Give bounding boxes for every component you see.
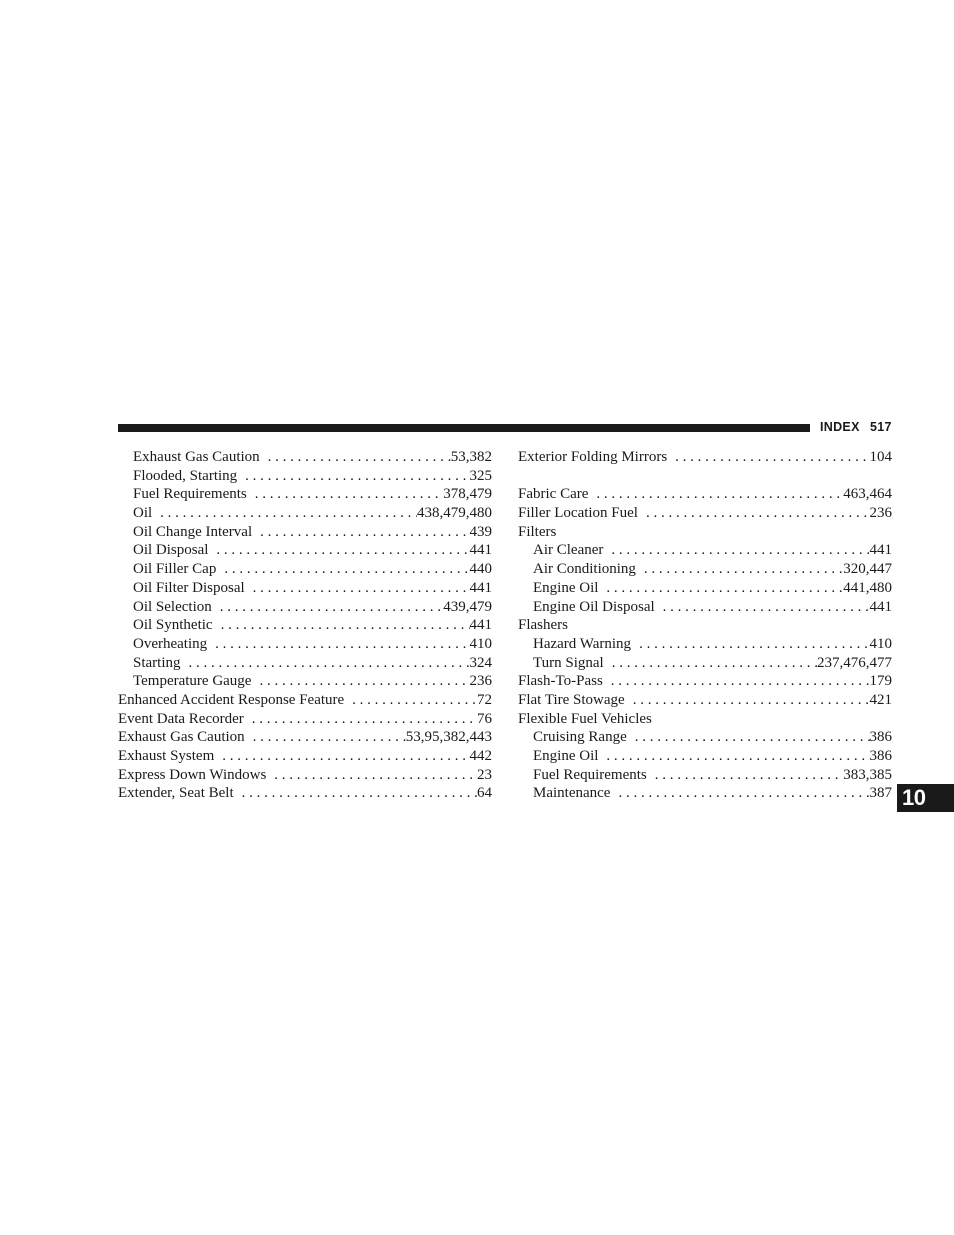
index-entry: [518, 635, 892, 654]
index-pages: 324: [469, 654, 492, 671]
index-term: Flexible Fuel Vehicles: [518, 710, 652, 727]
dot-leader: [266, 766, 477, 785]
dot-leader: [181, 654, 470, 673]
index-entry: [118, 448, 492, 467]
index-term: Hazard Warning: [533, 635, 632, 652]
index-entry: [518, 448, 892, 467]
index-pages: 53,95,382,443: [405, 729, 492, 746]
index-term: Flash-To-Pass: [518, 673, 603, 690]
dot-leader: [247, 485, 444, 504]
index-entry: [118, 504, 492, 523]
index-column-left: [118, 448, 492, 803]
index-term: Overheating: [133, 635, 208, 652]
index-entry: [118, 747, 492, 766]
index-entry: [118, 485, 492, 504]
index-entry: [118, 616, 492, 635]
index-entry: [118, 541, 492, 560]
index-pages: 438,479,480: [417, 505, 492, 522]
index-term: Oil Filter Disposal: [133, 579, 245, 596]
dot-leader: [251, 672, 469, 691]
index-entry: [118, 523, 492, 542]
index-term: Engine Oil Disposal: [533, 598, 655, 615]
index-pages: 441,480: [843, 579, 892, 596]
dot-leader: [655, 598, 870, 617]
index-term: Maintenance: [533, 785, 611, 802]
index-entry: [118, 691, 492, 710]
index-entry: [118, 598, 492, 617]
dot-leader: [631, 635, 869, 654]
index-pages: 439,479: [443, 598, 492, 615]
index-entry: [118, 560, 492, 579]
index-pages: 441: [869, 542, 892, 559]
dot-leader: [344, 691, 477, 710]
index-pages: 320,447: [843, 561, 892, 578]
index-entry: [518, 672, 892, 691]
spacer-row: [518, 467, 892, 486]
dot-leader: [603, 541, 869, 560]
page-number: 517: [870, 420, 892, 434]
index-entry: [518, 728, 892, 747]
index-term: Oil Selection: [133, 598, 212, 615]
index-term: Air Cleaner: [533, 542, 604, 559]
dot-leader: [213, 616, 470, 635]
index-pages: 104: [869, 449, 892, 465]
index-pages: 386: [869, 729, 892, 746]
index-pages: 378,479: [443, 486, 492, 503]
index-pages: 441: [469, 617, 492, 634]
dot-leader: [207, 635, 469, 654]
index-term: Flashers: [518, 617, 568, 634]
index-pages: 179: [869, 673, 892, 690]
index-entry: [518, 747, 892, 766]
dot-leader: [598, 747, 869, 766]
index-entry: [118, 654, 492, 673]
index-term: Filters: [518, 523, 557, 540]
index-pages: 441: [869, 598, 892, 615]
dot-leader: [667, 448, 869, 467]
index-term: Exhaust System: [118, 748, 215, 764]
dot-leader: [244, 710, 477, 729]
index-term: Fabric Care: [518, 486, 589, 503]
dot-leader: [252, 523, 469, 542]
section-title: INDEX: [820, 420, 860, 434]
index-term: Oil Filler Cap: [133, 561, 217, 578]
index-entry: [518, 654, 892, 673]
dot-leader: [636, 560, 843, 579]
index-term: Exhaust Gas Caution: [118, 729, 245, 746]
dot-leader: [604, 654, 817, 673]
dot-leader: [625, 691, 870, 710]
index-entry: [518, 523, 892, 542]
index-entry: [518, 485, 892, 504]
index-entry: [118, 579, 492, 598]
index-term: Flooded, Starting: [133, 467, 238, 484]
index-entry: [118, 635, 492, 654]
index-term: Fuel Requirements: [133, 486, 247, 503]
index-entry: [118, 672, 492, 691]
dot-leader: [245, 579, 470, 598]
index-pages: 386: [869, 748, 892, 764]
index-entry: [118, 766, 492, 785]
dot-leader: [216, 560, 469, 579]
index-pages: 23: [477, 766, 492, 783]
dot-leader: [212, 598, 444, 617]
index-term: Oil Change Interval: [133, 523, 253, 540]
index-entry: [118, 710, 492, 729]
chapter-tab: 10: [897, 784, 954, 812]
index-pages: 76: [477, 710, 492, 727]
dot-leader: [152, 504, 417, 523]
index-pages: 72: [477, 691, 492, 708]
index-term: Temperature Gauge: [133, 673, 252, 690]
dot-leader: [237, 467, 469, 486]
dot-leader: [260, 448, 451, 467]
index-term: Exhaust Gas Caution: [133, 449, 260, 465]
index-term: Filler Location Fuel: [518, 505, 638, 522]
index-term: Exterior Folding Mirrors: [518, 449, 668, 465]
index-term: Extender, Seat Belt: [118, 785, 234, 802]
index-pages: 383,385: [843, 766, 892, 783]
index-pages: 237,476,477: [817, 654, 892, 671]
index-entry: [518, 504, 892, 523]
index-column-right: [518, 448, 892, 803]
index-entry: [118, 728, 492, 747]
index-entry: [518, 598, 892, 617]
index-pages: 441: [469, 542, 492, 559]
index-entry: [118, 784, 492, 803]
index-pages: 441: [469, 579, 492, 596]
index-entry: [518, 784, 892, 803]
index-pages: 325: [469, 467, 492, 484]
index-pages: 410: [869, 635, 892, 652]
index-pages: 410: [469, 635, 492, 652]
index-pages: 53,382: [450, 449, 492, 465]
dot-leader: [598, 579, 843, 598]
header-rule: [118, 424, 810, 432]
index-term: Oil: [133, 505, 153, 522]
index-term: Fuel Requirements: [533, 766, 647, 783]
dot-leader: [245, 728, 406, 747]
index-entry: [518, 541, 892, 560]
index-term: Event Data Recorder: [118, 710, 244, 727]
dot-leader: [638, 504, 870, 523]
index-term: Turn Signal: [533, 654, 604, 671]
dot-leader: [234, 784, 477, 803]
dot-leader: [588, 485, 843, 504]
index-pages: 463,464: [843, 486, 892, 503]
index-term: Air Conditioning: [533, 561, 636, 578]
index-entry: [518, 616, 892, 635]
index-term: Oil Synthetic: [133, 617, 213, 634]
index-pages: 440: [469, 561, 492, 578]
index-term: Enhanced Accident Response Feature: [118, 691, 345, 708]
index-entry: [118, 467, 492, 486]
dot-leader: [208, 541, 469, 560]
index-pages: 64: [477, 785, 492, 802]
index-term: Starting: [133, 654, 181, 671]
index-term: Express Down Windows: [118, 766, 267, 783]
index-pages: 421: [869, 691, 892, 708]
index-term: Cruising Range: [533, 729, 627, 746]
index-pages: 236: [869, 505, 892, 522]
index-entry: [518, 560, 892, 579]
index-entry: [518, 691, 892, 710]
index-term: Engine Oil: [533, 748, 599, 764]
index-entry: [518, 710, 892, 729]
index-term: Oil Disposal: [133, 542, 209, 559]
dot-leader: [647, 766, 844, 785]
index-term: Engine Oil: [533, 579, 599, 596]
dot-leader: [627, 728, 870, 747]
index-pages: 236: [469, 673, 492, 690]
index-entry: [518, 579, 892, 598]
dot-leader: [610, 784, 869, 803]
dot-leader: [214, 747, 469, 766]
index-pages: 442: [469, 748, 492, 764]
dot-leader: [603, 672, 870, 691]
index-term: Flat Tire Stowage: [518, 691, 625, 708]
index-pages: 387: [869, 785, 892, 802]
index-pages: 439: [469, 523, 492, 540]
index-entry: [518, 766, 892, 785]
